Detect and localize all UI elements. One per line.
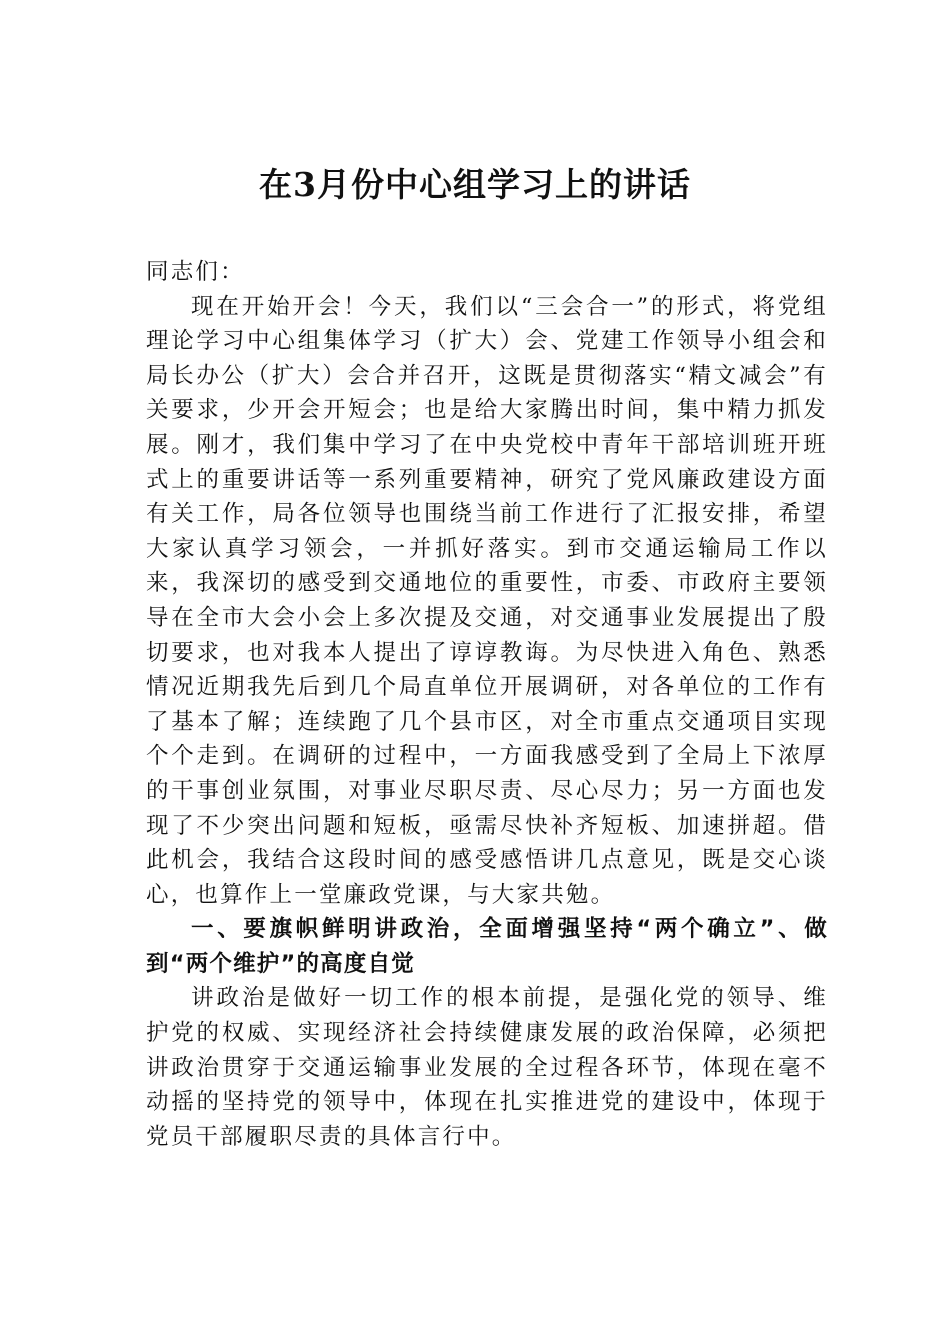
paragraph-opening: 现在开始开会！今天，我们以“三会合一”的形式，将党组理论学习中心组集体学习（扩大）会、党建工作领导小组会和局长办公（扩大）会合并召开，这既是贯彻落实“精文减会”有关要求，少开会开短会；也是给大家腾出时间，集中精力抓发展。刚才，我们集中学习了在中央党校中青年干部培训班开班式上的重要讲话等一系列重要精神，研究了党风廉政建设方面有关工作，局各位领导也围绕当前工作进行了汇报安排，希望大家认真学习领会，一并抓好落实。到市交通运输局工作以来，我深切的感受到交通地位的重要性，市委、市政府主要领导在全市大会小会上多次提及交通，对交通事业发展提出了殷切要求，也对我本人提出了谆谆教诲。为尽快进入角色、熟悉情况近期我先后到几个局直单位开展调研，对各单位的工作有了基本了解；连续跑了几个县市区，对全市重点交通项目实现个个走到。在调研的过程中，一方面我感受到了全局上下浓厚的干事创业氛围，对事业尽职尽责、尽心尽力；另一方面也发现了不少突出问题和短板，亟需尽快补齐短板、加速拼超。借此机会，我结合这段时间的感受感悟讲几点意见，既是交心谈心，也算作上一堂廉政党课，与大家共勉。 (146, 293, 828, 908)
section-heading-1: 一、要旗帜鲜明讲政治，全面增强坚持“两个确立”、做到“两个维护”的高度自觉 (146, 916, 828, 977)
paragraph-section-1: 讲政治是做好一切工作的根本前提，是强化党的领导、维护党的权威、实现经济社会持续健康发展的政治保障，必须把讲政治贯穿于交通运输事业发展的全过程各环节，体现在毫不动摇的坚持党的领导中，体现在扎实推进党的建设中，体现于党员干部履职尽责的具体言行中。 (146, 985, 828, 1150)
document-body (146, 255, 828, 1154)
salutation: 同志们： (146, 259, 245, 285)
document-title: 在3月份中心组学习上的讲话 (259, 165, 691, 204)
